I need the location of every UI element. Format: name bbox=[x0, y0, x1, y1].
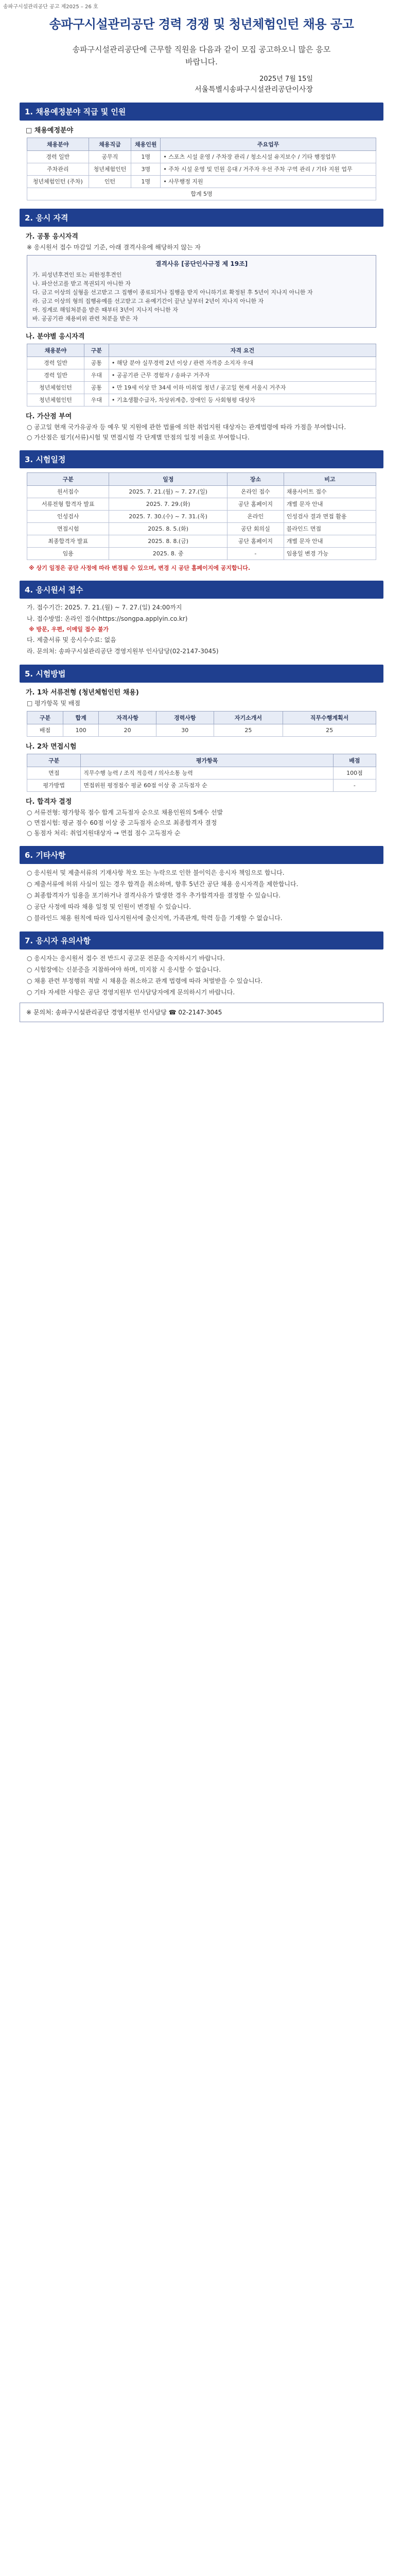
table-cell: 면접시험 bbox=[27, 523, 109, 535]
s2-header: 자격 요건 bbox=[109, 344, 376, 357]
table-row bbox=[27, 394, 376, 406]
table-cell: • 공공기관 근무 경험자 / 송파구 거주자 bbox=[109, 369, 376, 382]
table-cell: 3명 bbox=[131, 163, 161, 176]
announcement-date: 2025년 7월 15일 bbox=[259, 75, 313, 83]
s7-line: ○ 채용 관련 부정행위 적발 시 채용을 취소하고 관계 법령에 따라 처벌받을 수 있습니다. bbox=[27, 977, 263, 985]
s4-line: 가. 접수기간: 2025. 7. 21.(월) ~ 7. 27.(일) 24:00까지 bbox=[27, 604, 182, 611]
box-line: 가. 피성년후견인 또는 피한정후견인 bbox=[32, 272, 122, 278]
table-row bbox=[27, 151, 376, 163]
s7-line: ○ 기타 자세한 사항은 공단 경영지원부 인사담당자에게 문의하시기 바랍니다. bbox=[27, 989, 235, 996]
table-cell: 배점 bbox=[27, 724, 63, 737]
table-row bbox=[27, 163, 376, 176]
table-cell: 채용사이트 접수 bbox=[284, 486, 376, 498]
header-note: 송파구시설관리공단 공고 제2025 – 26 호 bbox=[3, 4, 98, 10]
table-cell: 임용 bbox=[27, 548, 109, 560]
section-2-heading: 2. 응시 자격 bbox=[20, 209, 383, 227]
table-row bbox=[27, 767, 376, 779]
disqualification-box bbox=[27, 255, 376, 328]
table-cell: 블라인드 면접 bbox=[284, 523, 376, 535]
table-cell: • 해당 분야 실무경력 2년 이상 / 관련 자격증 소지자 우대 bbox=[109, 357, 376, 369]
s4-line: 나. 접수방법: 온라인 접수(https://songpa.applyin.co.kr) bbox=[27, 615, 188, 622]
table-cell: 개별 문자 안내 bbox=[284, 535, 376, 548]
table-cell: 주차관리 bbox=[27, 163, 89, 176]
table-cell: 직무수행 능력 / 조직 적응력 / 의사소통 능력 bbox=[81, 767, 333, 779]
s5-interview-table bbox=[27, 754, 376, 792]
table-cell: 청년체험인턴 bbox=[89, 163, 131, 176]
table-cell: 면접위원 평정점수 평균 60점 이상 중 고득점자 순 bbox=[81, 779, 333, 792]
table-cell: 개별 문자 안내 bbox=[284, 498, 376, 511]
s5-sub-table: □ 평가항목 및 배점 bbox=[27, 700, 80, 707]
table-cell: 서류전형 합격자 발표 bbox=[27, 498, 109, 511]
section-1-heading: 1. 채용예정분야 직급 및 인원 bbox=[20, 103, 383, 121]
s2-sub2: 나. 분야별 응시자격 bbox=[26, 333, 85, 341]
s2-txt1: ※ 응시원서 접수 마감일 기준, 아래 결격사유에 해당하지 않는 자 bbox=[27, 244, 201, 251]
s5-header: 합계 bbox=[63, 711, 98, 724]
s3-header: 일정 bbox=[109, 473, 227, 486]
s6-line: ○ 최종합격자가 임용을 포기하거나 결격사유가 발생한 경우 추가합격자를 결정할 수 있습니다. bbox=[27, 892, 281, 899]
section-6-heading: 6. 기타사항 bbox=[20, 846, 383, 864]
section-3-heading: 3. 시험일정 bbox=[20, 450, 383, 468]
table-cell: 온라인 bbox=[227, 511, 284, 523]
table-cell: 인성검사 bbox=[27, 511, 109, 523]
table-cell: 2025. 7. 30.(수) ~ 7. 31.(목) bbox=[109, 511, 227, 523]
table-cell: • 스포츠 시설 운영 / 주차장 관리 / 청소시설 유지보수 / 기타 행정업무 bbox=[161, 151, 376, 163]
table-cell: 공통 bbox=[84, 382, 109, 394]
s4-line: 다. 제출서류 및 응시수수료: 없음 bbox=[27, 636, 116, 643]
s3-schedule-table bbox=[27, 472, 376, 560]
s5-header: 배점 bbox=[333, 754, 376, 767]
table-cell: 2025. 8. 중 bbox=[109, 548, 227, 560]
intro-text: 송파구시설관리공단에 근무할 직원을 다음과 같이 모집 공고하오니 많은 응모 바랍니다. bbox=[72, 45, 331, 66]
table-row bbox=[27, 779, 376, 792]
box-line: 다. 금고 이상의 실형을 선고받고 그 집행이 종료되거나 집행을 받지 아니하기로 확정된 후 5년이 지나지 아니한 자 bbox=[32, 289, 313, 296]
s3-header: 구분 bbox=[27, 473, 109, 486]
table-row bbox=[27, 523, 376, 535]
box-title: 결격사유 [공단인사규정 제 19조] bbox=[155, 260, 248, 267]
table-row bbox=[27, 548, 376, 560]
s5-sub1: 가. 1차 서류전형 (청년체험인턴 채용) bbox=[26, 689, 139, 697]
s5-sub3: 다. 합격자 결정 bbox=[26, 798, 72, 806]
table-cell: 공단 홈페이지 bbox=[227, 535, 284, 548]
table-cell: • 만 19세 이상 만 34세 이하 미취업 청년 / 공고일 현재 서울시 거주자 bbox=[109, 382, 376, 394]
s6-line: ○ 제출서류에 허위 사실이 있는 경우 합격을 취소하며, 향후 5년간 공단 채용 응시자격을 제한합니다. bbox=[27, 880, 299, 888]
s2-header: 구분 bbox=[84, 344, 109, 357]
table-row bbox=[27, 535, 376, 548]
table-row bbox=[27, 357, 376, 369]
s6-line: ○ 응시원서 및 제출서류의 기재사항 착오 또는 누락으로 인한 불이익은 응시자 책임으로 합니다. bbox=[27, 869, 285, 876]
s5-score-table bbox=[27, 711, 376, 737]
s1-sub: □ 채용예정분야 bbox=[26, 127, 74, 134]
s2-txt3b: ○ 가산점은 필기(서류)시험 및 면접시험 각 단계별 만점의 일정 비율로 부여합니다. bbox=[27, 434, 250, 441]
box-line: 나. 파산선고를 받고 복권되지 아니한 자 bbox=[32, 280, 131, 287]
table-cell: 면접 bbox=[27, 767, 81, 779]
table-cell: 30 bbox=[156, 724, 214, 737]
table-cell: 청년체험인턴 (주차) bbox=[27, 176, 89, 188]
s3-header: 장소 bbox=[227, 473, 284, 486]
s2-txt3: ○ 공고일 현재 국가유공자 등 예우 및 지원에 관한 법률에 의한 취업지원 대상자는 관계법령에 따라 가점을 부여합니다. bbox=[27, 423, 346, 431]
s3-note: ※ 상기 일정은 공단 사정에 따라 변경될 수 있으며, 변경 시 공단 홈페이지에 공지합니다. bbox=[29, 565, 251, 571]
table-cell: 청년체험인턴 bbox=[27, 394, 84, 406]
section-4-heading: 4. 응시원서 접수 bbox=[20, 581, 383, 599]
table-cell: 20 bbox=[99, 724, 156, 737]
table-cell: 최종합격자 발표 bbox=[27, 535, 109, 548]
s4-line: 라. 문의처: 송파구시설관리공단 경영지원부 인사담당(02-2147-3045) bbox=[27, 648, 219, 655]
table-row bbox=[27, 176, 376, 188]
table-cell: 공단 회의실 bbox=[227, 523, 284, 535]
organization-name: 서울특별시송파구시설관리공단이사장 bbox=[195, 86, 313, 94]
table-cell: 임용일 변경 가능 bbox=[284, 548, 376, 560]
table-cell: - bbox=[227, 548, 284, 560]
s6-line: ○ 블라인드 채용 원칙에 따라 입사지원서에 출신지역, 가족관계, 학력 등을 기재할 수 없습니다. bbox=[27, 914, 283, 922]
table-cell: 인성검사 결과 면접 활용 bbox=[284, 511, 376, 523]
table-cell: • 사무행정 지원 bbox=[161, 176, 376, 188]
table-cell: 평가방법 bbox=[27, 779, 81, 792]
table-cell: 2025. 8. 8.(금) bbox=[109, 535, 227, 548]
table-cell: 1명 bbox=[131, 151, 161, 163]
table-cell: • 주차 시설 운영 및 민원 응대 / 거주자 우선 주차 구역 관리 / 기타 지원 업무 bbox=[161, 163, 376, 176]
table-cell: 원서접수 bbox=[27, 486, 109, 498]
table-cell: 25 bbox=[283, 724, 376, 737]
s2-table bbox=[27, 344, 376, 406]
table-cell: 2025. 7. 21.(월) ~ 7. 27.(일) bbox=[109, 486, 227, 498]
s7-line: ○ 응시자는 응시원서 접수 전 반드시 공고문 전문을 숙지하시기 바랍니다. bbox=[27, 955, 225, 962]
s1-header: 채용분야 bbox=[27, 138, 89, 151]
total-cell: 합계 5명 bbox=[27, 188, 376, 200]
title-area bbox=[31, 14, 372, 32]
table-cell: 1명 bbox=[131, 176, 161, 188]
box-line: 마. 징계로 해임처분을 받은 때부터 3년이 지나지 아니한 자 bbox=[32, 307, 178, 313]
s6-line: ○ 공단 사정에 따라 채용 일정 및 인원이 변경될 수 있습니다. bbox=[27, 903, 191, 910]
s1-table bbox=[27, 138, 376, 200]
s1-header: 채용인원 bbox=[131, 138, 161, 151]
s5-txt: ○ 동점자 처리: 취업지원대상자 → 면접 점수 고득점자 순 bbox=[27, 829, 181, 837]
s5-header: 구분 bbox=[27, 754, 81, 767]
table-cell: 경력 일반 bbox=[27, 151, 89, 163]
table-cell: 공단 홈페이지 bbox=[227, 498, 284, 511]
s5-header: 자기소개서 bbox=[214, 711, 283, 724]
table-cell: 25 bbox=[214, 724, 283, 737]
s4-note: ※ 방문, 우편, 이메일 접수 불가 bbox=[29, 626, 109, 633]
table-cell: 경력 일반 bbox=[27, 369, 84, 382]
table-cell: 경력 일반 bbox=[27, 357, 84, 369]
box-line: 바. 공공기관 채용비위 관련 처분을 받은 자 bbox=[32, 315, 138, 322]
table-cell: 100 bbox=[63, 724, 98, 737]
s5-header: 평가항목 bbox=[81, 754, 333, 767]
document-page bbox=[0, 0, 403, 1027]
section-5-heading: 5. 시험방법 bbox=[20, 665, 383, 683]
s2-header: 채용분야 bbox=[27, 344, 84, 357]
table-cell: 인턴 bbox=[89, 176, 131, 188]
s5-txt: ○ 서류전형: 평가항목 점수 합계 고득점자 순으로 채용인원의 5배수 선발 bbox=[27, 809, 223, 816]
page-title: 송파구시설관리공단 경력 경쟁 및 청년체험인턴 채용 공고 bbox=[49, 17, 354, 31]
table-row bbox=[27, 498, 376, 511]
table-row bbox=[27, 511, 376, 523]
table-cell: 우대 bbox=[84, 369, 109, 382]
s5-sub2: 나. 2차 면접시험 bbox=[26, 743, 77, 751]
table-cell: 공무직 bbox=[89, 151, 131, 163]
table-cell: - bbox=[333, 779, 376, 792]
s2-sub1: 가. 공통 응시자격 bbox=[26, 233, 78, 241]
table-cell: • 기초생활수급자, 차상위계층, 장애인 등 사회형평 대상자 bbox=[109, 394, 376, 406]
s1-header: 채용직급 bbox=[89, 138, 131, 151]
s5-header: 직무수행계획서 bbox=[283, 711, 376, 724]
table-cell: 2025. 8. 5.(화) bbox=[109, 523, 227, 535]
box-line: 라. 금고 이상의 형의 집행유예를 선고받고 그 유예기간이 끝난 날부터 2년이 지나지 아니한 자 bbox=[32, 298, 264, 304]
table-cell: 온라인 접수 bbox=[227, 486, 284, 498]
contact-box: ※ 문의처: 송파구시설관리공단 경영지원부 인사담당 ☎ 02-2147-3045 bbox=[20, 1003, 383, 1022]
table-cell: 2025. 7. 29.(화) bbox=[109, 498, 227, 511]
table-cell: 우대 bbox=[84, 394, 109, 406]
s3-header: 비고 bbox=[284, 473, 376, 486]
s2-sub3: 다. 가산점 부여 bbox=[26, 413, 72, 420]
s5-header: 구분 bbox=[27, 711, 63, 724]
section-7-heading: 7. 응시자 유의사항 bbox=[20, 931, 383, 950]
s1-header: 주요업무 bbox=[161, 138, 376, 151]
table-row bbox=[27, 188, 376, 200]
s5-header: 경력사항 bbox=[156, 711, 214, 724]
s7-line: ○ 시험장에는 신분증을 지참하여야 하며, 미지참 시 응시할 수 없습니다. bbox=[27, 966, 221, 973]
s5-header: 자격사항 bbox=[99, 711, 156, 724]
s5-txt: ○ 면접시험: 평균 점수 60점 이상 중 고득점자 순으로 최종합격자 결정 bbox=[27, 819, 217, 826]
table-cell: 공통 bbox=[84, 357, 109, 369]
table-row bbox=[27, 724, 376, 737]
table-row bbox=[27, 382, 376, 394]
table-row bbox=[27, 369, 376, 382]
table-row bbox=[27, 486, 376, 498]
table-cell: 100점 bbox=[333, 767, 376, 779]
table-cell: 청년체험인턴 bbox=[27, 382, 84, 394]
